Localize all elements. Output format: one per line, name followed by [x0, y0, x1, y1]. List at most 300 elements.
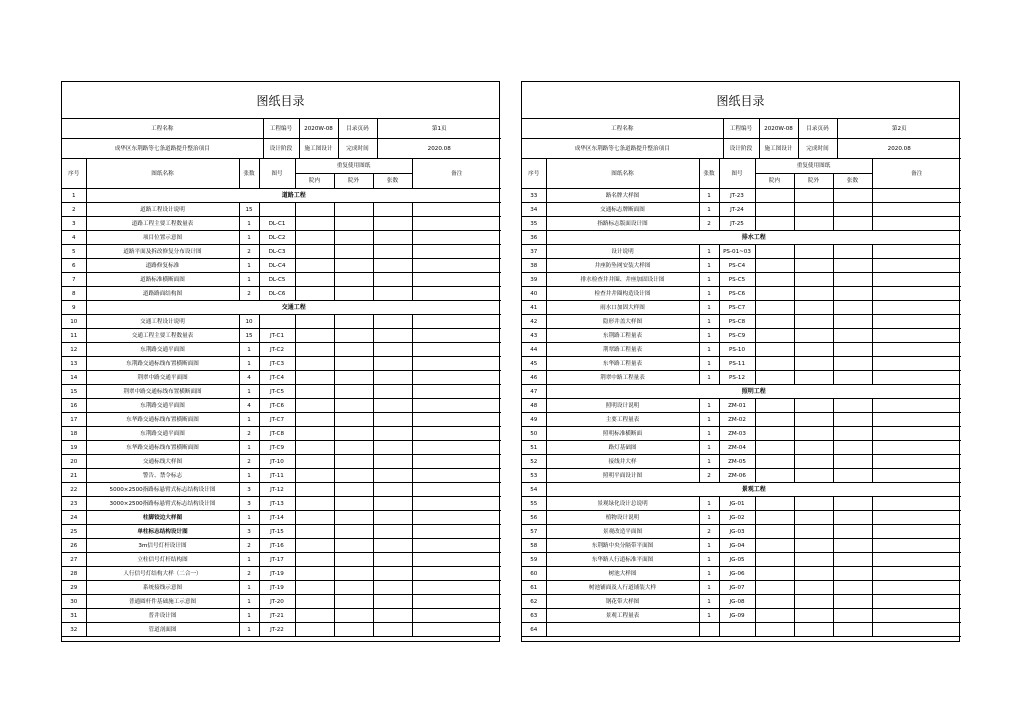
drawing-code: JT-C5: [259, 385, 295, 399]
reuse-sheets: [833, 329, 872, 343]
sheet-count: 1: [699, 497, 719, 511]
reuse-inner: [295, 385, 334, 399]
reuse-outer: [794, 217, 833, 231]
sheet-count: 1: [239, 581, 259, 595]
reuse-inner: [295, 483, 334, 497]
remark: [412, 483, 501, 497]
reuse-outer: [334, 399, 373, 413]
row-no: 18: [62, 427, 86, 441]
remark: [412, 413, 501, 427]
row-no: 32: [62, 623, 86, 637]
remark: [412, 469, 501, 483]
remark: [872, 581, 961, 595]
sheet-count: 1: [239, 413, 259, 427]
sheet-count: 2: [699, 217, 719, 231]
reuse-outer: [794, 623, 833, 637]
reuse-outer: [794, 329, 833, 343]
table-row: [522, 371, 961, 385]
reuse-sheets: [833, 357, 872, 371]
row-no: 31: [62, 609, 86, 623]
drawing-code: JG-09: [719, 609, 755, 623]
drawing-code: JT-C9: [259, 441, 295, 455]
row-no: 30: [62, 595, 86, 609]
remark: [872, 301, 961, 315]
sheet-count: 1: [239, 217, 259, 231]
header-code: 图号: [259, 159, 295, 189]
reuse-outer: [794, 497, 833, 511]
sheet-count: 2: [699, 469, 719, 483]
sheet-count: 1: [239, 595, 259, 609]
row-no: 12: [62, 343, 86, 357]
reuse-outer: [334, 217, 373, 231]
table-row: [62, 315, 501, 329]
drawing-name: 照明标准横断面: [546, 427, 699, 441]
drawing-name: 交通标志牌断面图: [546, 203, 699, 217]
drawing-name: 树池大样图: [546, 567, 699, 581]
drawing-name: 柱脚铰边大样图: [86, 511, 239, 525]
drawing-name: 道路修复标准: [86, 259, 239, 273]
table-row: [62, 287, 501, 301]
remark: [412, 371, 501, 385]
reuse-inner: [755, 525, 794, 539]
reuse-inner: [295, 469, 334, 483]
remark: [412, 217, 501, 231]
drawing-name: 路名牌大样图: [546, 189, 699, 203]
remark: [872, 357, 961, 371]
reuse-sheets: [373, 469, 412, 483]
reuse-outer: [334, 259, 373, 273]
reuse-inner: [755, 217, 794, 231]
remark: [872, 399, 961, 413]
row-no: 6: [62, 259, 86, 273]
drawing-code: JG-04: [719, 539, 755, 553]
reuse-sheets: [373, 287, 412, 301]
remark: [872, 413, 961, 427]
drawing-code: JT-11: [259, 469, 295, 483]
table-row: [522, 497, 961, 511]
drawing-code: JG-01: [719, 497, 755, 511]
section-row: [62, 301, 501, 315]
table-row: [62, 399, 501, 413]
row-no: 37: [522, 245, 546, 259]
drawing-index-sheet-right: [521, 81, 960, 642]
reuse-outer: [334, 413, 373, 427]
project-no-label: 工程编号: [263, 119, 299, 139]
drawing-name: 东华路人行道标准平面图: [546, 553, 699, 567]
sheet-count: 1: [239, 623, 259, 637]
row-no: 40: [522, 287, 546, 301]
reuse-outer: [334, 273, 373, 287]
reuse-sheets: [833, 371, 872, 385]
reuse-outer: [794, 469, 833, 483]
reuse-inner: [755, 301, 794, 315]
reuse-sheets: [833, 595, 872, 609]
drawing-code: JT-21: [259, 609, 295, 623]
sheet-count: 1: [699, 343, 719, 357]
remark: [412, 203, 501, 217]
reuse-inner: [755, 427, 794, 441]
reuse-sheets: [373, 385, 412, 399]
drawing-name: 项目位置示意图: [86, 231, 239, 245]
reuse-sheets: [833, 343, 872, 357]
remark: [412, 623, 501, 637]
remark: [412, 581, 501, 595]
reuse-outer: [334, 581, 373, 595]
remark: [412, 245, 501, 259]
table-row: [522, 287, 961, 301]
drawing-name: 系统接线示意图: [86, 581, 239, 595]
sheet-count: 1: [239, 511, 259, 525]
remark: [412, 441, 501, 455]
table-row: [522, 469, 961, 483]
reuse-outer: [794, 553, 833, 567]
row-no: 41: [522, 301, 546, 315]
reuse-inner: [295, 245, 334, 259]
drawing-code: JT-16: [259, 539, 295, 553]
row-no: 27: [62, 553, 86, 567]
reuse-sheets: [373, 441, 412, 455]
reuse-inner: [295, 413, 334, 427]
sheet-count: 4: [239, 399, 259, 413]
drawing-name: 东荆路交通平面图: [86, 399, 239, 413]
row-no: 35: [522, 217, 546, 231]
remark: [412, 329, 501, 343]
sheet-count: 1: [239, 469, 259, 483]
remark: [412, 525, 501, 539]
sheet-count: [699, 623, 719, 637]
sheet-count: 1: [699, 245, 719, 259]
reuse-outer: [794, 455, 833, 469]
table-row: [522, 399, 961, 413]
project-no: 2020W-08: [299, 119, 338, 139]
remark: [412, 259, 501, 273]
table-row: [62, 427, 501, 441]
reuse-sheets: [373, 343, 412, 357]
sheet-count: 1: [699, 273, 719, 287]
reuse-sheets: [833, 203, 872, 217]
reuse-inner: [295, 399, 334, 413]
reuse-sheets: [373, 217, 412, 231]
reuse-inner: [295, 497, 334, 511]
reuse-outer: [334, 427, 373, 441]
reuse-sheets: [373, 455, 412, 469]
sheet-count: 2: [699, 525, 719, 539]
drawing-code: DL-C4: [259, 259, 295, 273]
drawing-name: 东华路交通标线布置横断面图: [86, 441, 239, 455]
drawing-name: 交通工程设计说明: [86, 315, 239, 329]
reuse-sheets: [373, 245, 412, 259]
reuse-sheets: [833, 259, 872, 273]
reuse-inner: [295, 357, 334, 371]
drawing-name: 3000×2500指路标悬臂式标志结构设计图: [86, 497, 239, 511]
completion-date: 2020.08: [837, 139, 961, 159]
remark: [412, 609, 501, 623]
reuse-sheets: [373, 399, 412, 413]
drawing-code: JT-13: [259, 497, 295, 511]
reuse-outer: [334, 357, 373, 371]
project-info-table: [522, 119, 961, 159]
reuse-inner: [755, 567, 794, 581]
reuse-outer: [794, 567, 833, 581]
row-no: 29: [62, 581, 86, 595]
reuse-outer: [794, 511, 833, 525]
drawing-name: 东荆路交通平面图: [86, 343, 239, 357]
table-row: [62, 511, 501, 525]
drawing-code: [259, 315, 295, 329]
drawing-name: 钢花带大样图: [546, 595, 699, 609]
row-no: 45: [522, 357, 546, 371]
drawing-code: PS-C6: [719, 287, 755, 301]
reuse-sheets: [373, 539, 412, 553]
reuse-inner: [755, 581, 794, 595]
table-row: [62, 525, 501, 539]
row-no: 4: [62, 231, 86, 245]
page-number: 第2页: [837, 119, 961, 139]
drawing-list-table: [522, 159, 961, 637]
reuse-inner: [755, 315, 794, 329]
reuse-inner: [295, 371, 334, 385]
reuse-inner: [755, 497, 794, 511]
reuse-inner: [755, 287, 794, 301]
sheet-count: 15: [239, 203, 259, 217]
drawing-code: JT-C8: [259, 427, 295, 441]
row-no: 13: [62, 357, 86, 371]
reuse-outer: [794, 259, 833, 273]
drawing-name: 东荆路交通平面图: [86, 427, 239, 441]
drawing-code: JT-14: [259, 511, 295, 525]
table-row: [522, 189, 961, 203]
row-no: 55: [522, 497, 546, 511]
drawing-name: 普井设计图: [86, 609, 239, 623]
reuse-sheets: [373, 567, 412, 581]
remark: [872, 329, 961, 343]
reuse-sheets: [373, 595, 412, 609]
reuse-inner: [755, 511, 794, 525]
reuse-outer: [334, 245, 373, 259]
reuse-sheets: [833, 455, 872, 469]
drawing-name: 立柱信号灯杆结构图: [86, 553, 239, 567]
remark: [872, 203, 961, 217]
drawing-name: 普通圆杆件基础施工示意图: [86, 595, 239, 609]
row-no: 17: [62, 413, 86, 427]
reuse-sheets: [833, 413, 872, 427]
remark: [872, 189, 961, 203]
remark: [872, 217, 961, 231]
reuse-inner: [295, 441, 334, 455]
table-row: [522, 203, 961, 217]
drawing-index-sheet-left: [61, 81, 500, 642]
sheet-count: 2: [239, 245, 259, 259]
table-row: [522, 539, 961, 553]
row-no: 15: [62, 385, 86, 399]
row-no: 58: [522, 539, 546, 553]
reuse-outer: [794, 581, 833, 595]
drawing-name: 接线井大样: [546, 455, 699, 469]
drawing-name: 东荆路交通标线布置横断面图: [86, 357, 239, 371]
sheet-count: 3: [239, 525, 259, 539]
table-row: [522, 595, 961, 609]
drawing-code: JG-02: [719, 511, 755, 525]
sheet-count: 1: [699, 581, 719, 595]
reuse-outer: [334, 441, 373, 455]
row-no: 48: [522, 399, 546, 413]
reuse-sheets: [833, 427, 872, 441]
sheet-count: 1: [699, 539, 719, 553]
drawing-code: JG-06: [719, 567, 755, 581]
table-row: [522, 567, 961, 581]
drawing-name: 东荆路工程量表: [546, 329, 699, 343]
remark: [412, 567, 501, 581]
table-row: [522, 581, 961, 595]
reuse-inner: [755, 399, 794, 413]
remark: [872, 455, 961, 469]
drawing-code: JT-C4: [259, 371, 295, 385]
table-row: [62, 581, 501, 595]
remark: [872, 525, 961, 539]
sheet-count: 1: [699, 259, 719, 273]
sheet-count: 1: [239, 385, 259, 399]
remark: [872, 595, 961, 609]
table-row: [522, 609, 961, 623]
drawing-code: JT-C1: [259, 329, 295, 343]
remark: [412, 273, 501, 287]
row-no: 10: [62, 315, 86, 329]
reuse-sheets: [373, 483, 412, 497]
reuse-outer: [334, 623, 373, 637]
drawing-code: ZM-01: [719, 399, 755, 413]
sheet-count: 1: [239, 553, 259, 567]
reuse-sheets: [833, 623, 872, 637]
reuse-sheets: [833, 469, 872, 483]
sheet-title: 图纸目录: [522, 82, 959, 119]
reuse-inner: [755, 343, 794, 357]
reuse-sheets: [833, 567, 872, 581]
reuse-inner: [295, 567, 334, 581]
reuse-inner: [295, 343, 334, 357]
table-row: [522, 343, 961, 357]
header-count: 张数: [699, 159, 719, 189]
reuse-outer: [334, 315, 373, 329]
reuse-sheets: [373, 371, 412, 385]
table-row: [62, 455, 501, 469]
sheet-count: 2: [239, 567, 259, 581]
project-name-label: 工程名称: [522, 119, 723, 139]
sheet-count: 1: [699, 441, 719, 455]
header-outer: 院外: [794, 174, 833, 189]
remark: [412, 595, 501, 609]
drawing-code: PS-10: [719, 343, 755, 357]
reuse-outer: [334, 511, 373, 525]
reuse-sheets: [833, 581, 872, 595]
reuse-inner: [295, 539, 334, 553]
reuse-sheets: [833, 245, 872, 259]
sheet-count: 1: [239, 343, 259, 357]
reuse-inner: [755, 329, 794, 343]
sheet-count: 3: [239, 497, 259, 511]
drawing-code: DL-C6: [259, 287, 295, 301]
row-no: 36: [522, 231, 546, 245]
section-title: 景观工程: [546, 483, 961, 497]
table-row: [62, 203, 501, 217]
row-no: 57: [522, 525, 546, 539]
drawing-name: 5000×2500指路标悬臂式标志结构设计图: [86, 483, 239, 497]
table-row: [522, 329, 961, 343]
sheet-count: 1: [239, 357, 259, 371]
reuse-outer: [334, 343, 373, 357]
reuse-inner: [295, 427, 334, 441]
reuse-sheets: [833, 497, 872, 511]
header-no: 序号: [62, 159, 86, 189]
project-name: 成华区东荆路等七条道路提升整治项目: [522, 139, 723, 159]
table-row: [522, 357, 961, 371]
header-outer: 院外: [334, 174, 373, 189]
drawing-code: PS-C7: [719, 301, 755, 315]
drawing-code: JG-08: [719, 595, 755, 609]
drawing-code: PS-C5: [719, 273, 755, 287]
reuse-inner: [295, 553, 334, 567]
row-no: 46: [522, 371, 546, 385]
drawing-name: 道路工程设计说明: [86, 203, 239, 217]
drawing-name: 隐形井盖大样图: [546, 315, 699, 329]
remark: [872, 567, 961, 581]
table-row: [62, 539, 501, 553]
row-no: 64: [522, 623, 546, 637]
reuse-outer: [334, 483, 373, 497]
drawing-name: 照明平面设计图: [546, 469, 699, 483]
remark: [412, 455, 501, 469]
date-label: 完成时间: [798, 139, 837, 159]
drawing-name: 东华路工程量表: [546, 357, 699, 371]
row-no: 59: [522, 553, 546, 567]
reuse-inner: [755, 441, 794, 455]
sheet-title: 图纸目录: [62, 82, 499, 119]
reuse-inner: [755, 469, 794, 483]
drawing-list-table: [62, 159, 501, 637]
sheet-count: 1: [699, 329, 719, 343]
header-no: 序号: [522, 159, 546, 189]
sheet-count: 1: [699, 427, 719, 441]
drawing-name: 单柱标志结构设计图: [86, 525, 239, 539]
reuse-outer: [794, 301, 833, 315]
row-no: 34: [522, 203, 546, 217]
table-row: [62, 609, 501, 623]
reuse-sheets: [833, 553, 872, 567]
remark: [872, 539, 961, 553]
drawing-code: PS-12: [719, 371, 755, 385]
remark: [872, 343, 961, 357]
drawing-code: [719, 623, 755, 637]
drawing-name: 东华路交通标线布置横断面图: [86, 413, 239, 427]
drawing-code: DL-C3: [259, 245, 295, 259]
remark: [872, 371, 961, 385]
table-row: [522, 245, 961, 259]
remark: [872, 273, 961, 287]
reuse-outer: [794, 539, 833, 553]
drawing-name: 景观绿化设计总说明: [546, 497, 699, 511]
remark: [412, 511, 501, 525]
drawing-code: JT-10: [259, 455, 295, 469]
reuse-sheets: [373, 525, 412, 539]
drawing-code: JT-24: [719, 203, 755, 217]
drawing-code: JT-25: [719, 217, 755, 231]
row-no: 21: [62, 469, 86, 483]
remark: [412, 399, 501, 413]
remark: [872, 469, 961, 483]
reuse-inner: [295, 315, 334, 329]
row-no: 47: [522, 385, 546, 399]
reuse-inner: [295, 203, 334, 217]
drawing-code: JT-15: [259, 525, 295, 539]
